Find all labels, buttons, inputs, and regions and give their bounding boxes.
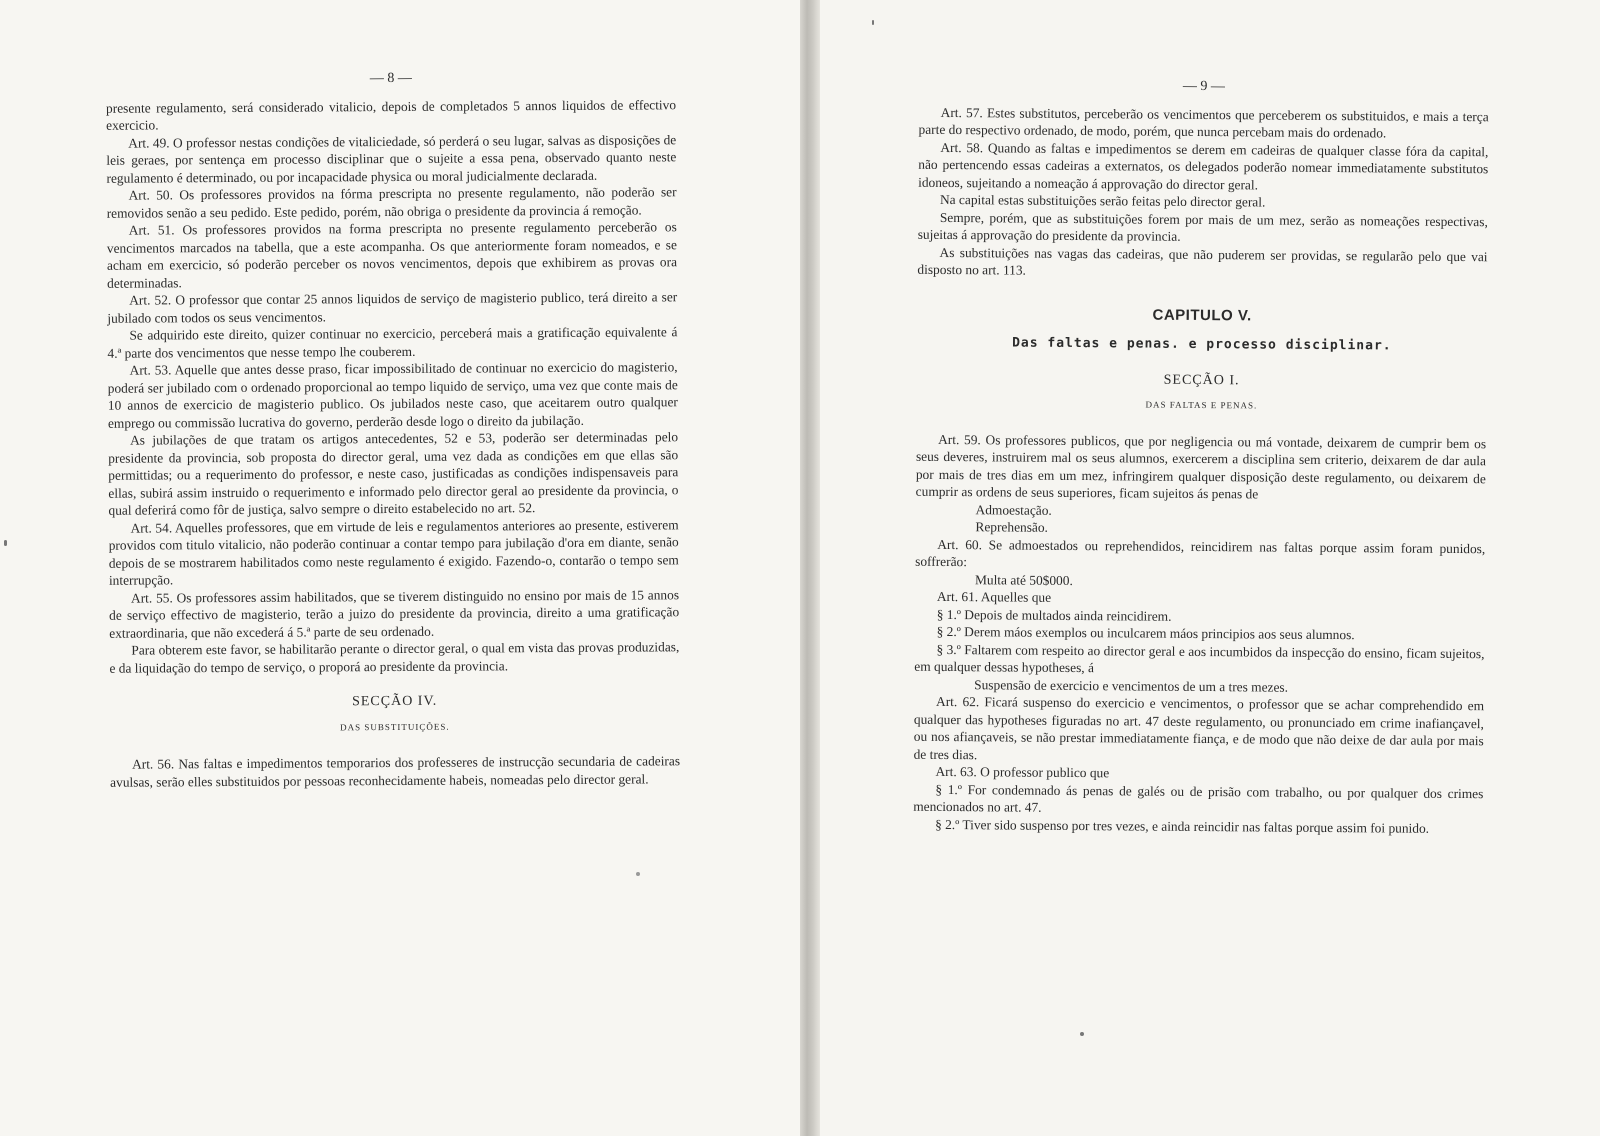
paragraph: Art. 50. Os professores providos na fórma prescripta no presente regulamento, não poderão ser removidos senão a seu pedido. Este pedido, porém, não obriga o presidente da provincia á remoção. (106, 184, 677, 221)
paragraph: Admoestação. (975, 501, 1052, 518)
paragraph: § 1.º For condemnado ás penas de galés ou de prisão com trabalho, ou por qualquer dos crimes mencionados no art. 47. (913, 781, 1484, 815)
paragraph: § 3.º Faltarem com respeito ao director geral e aos incumbidos da inspecção do ensino, ficam sujeitos, em qualquer dessas hypotheses, á (914, 641, 1485, 676)
page-speck (636, 872, 640, 876)
paragraph: Art. 58. Quando as faltas e impedimentos se derem em cadeiras de qualquer classe fóra da capital, não pertencendo essas cadeiras a externatos, os delegados poderão nomear immediatamente substitutos idoneos, sujeitando a nomeação á approvação do director geral. (918, 139, 1489, 192)
paragraph: Art. 60. Se admoestados ou reprehendidos, reincidirem nas faltas porque assim foram punidos, soffrerão: (915, 536, 1486, 570)
paragraph: presente regulamento, será considerado vitalicio, depois de completados 5 annos liquidos de effectivo exercicio. (105, 96, 677, 133)
paragraph: Suspensão de exercicio e vencimentos de um a tres mezes. (974, 676, 1289, 695)
paragraph: Art. 54. Aquelles professores, que em virtude de leis e regulamentos anteriores ao presente, estiverem providos com titulo vitalicio, não poderão continuar a contar tempo para jubilação d'ora em diante, senão depois de se mostrarem habilitados como neste regulamento é exigido. Fazendo-o, contarão o tempo sem interrupção. (108, 516, 679, 588)
right-articles (913, 430, 1486, 837)
left-page-content (106, 68, 680, 790)
chapter-title: CAPITULO V. (1152, 306, 1252, 324)
section-title: SECÇÃO IV. (352, 693, 438, 710)
paragraph: Se adquirido este direito, quizer continuar no exercicio, perceberá mais a gratificação equivalente á 4.ª parte dos vencimentos que nesse tempo lhe couberem. (107, 324, 678, 361)
paragraph: Art. 56. Nas faltas e impedimentos temporarios dos professeres de instrucção secundaria de cadeiras avulsas, serão elles substituidos por pessoas reconhecidamente habeis, nomeadas pelo director geral. (110, 753, 681, 790)
page-number: — 9 — (1182, 78, 1225, 95)
paragraph: Na capital estas substituições serão feitas pelo director geral. (939, 191, 1266, 210)
paragraph: Art. 62. Ficará suspenso do exercicio e vencimentos, o professor que se achar comprehendido em qualquer das hypotheses figuradas no art. 47 deste regulamento, ou pronunciado em crime inafiançavel, ou nos afiançaveis, se não prestar immediatamente fiança, e de modo que não deixe de dar aula por mais de tres dias. (913, 693, 1485, 762)
paragraph: Art. 55. Os professores assim habilitados, que se tiverem distinguido no ensino por mais de 15 annos de serviço effectivo de magisterio, terão a juizo do presidente da provincia, direito a uma gratificação extraordinaria, que não excederá á 5.ª parte de seu ordenado. (109, 586, 680, 641)
page-number: — 8 — (369, 70, 412, 87)
paragraph: Art. 52. O professor que contar 25 annos liquidos de serviço de magisterio publico, terá direito a ser jubilado com todos os seus vencimentos. (107, 289, 678, 326)
page-speck (1080, 1032, 1084, 1036)
section-subtitle: DAS FALTAS E PENAS. (1145, 399, 1258, 411)
section-subtitle: DAS SUBSTITUIÇÕES. (340, 721, 450, 732)
right-page-content (913, 76, 1489, 837)
right-paragraphs (917, 103, 1488, 282)
page-speck (872, 20, 874, 25)
paragraph: Reprehensão. (975, 519, 1049, 535)
page-speck (4, 540, 7, 546)
paragraph: Art. 63. O professor publico que (935, 763, 1110, 781)
left-paragraphs (106, 96, 680, 677)
paragraph: Para obterem este favor, se habilitarão perante o director geral, o qual em vista das provas produzidas, e da liquidação do tempo de serviço, o proporá ao presidente da provincia. (109, 639, 680, 676)
paragraph: Multa até 50$000. (974, 571, 1073, 588)
right-page (820, 0, 1600, 1136)
paragraph: § 2.º Tiver sido suspenso por tres vezes, e ainda reincidir nas faltas porque assim foi punido. (935, 816, 1430, 836)
paragraph: Art. 57. Estes substitutos, perceberão os vencimentos que perceberem os substituidos, e mais a terça parte do respectivo ordenado, de modo, porém, que nunca percebam mais do ordenado. (918, 104, 1489, 141)
paragraph: Art. 49. O professor nestas condições de vitaliciedade, só perderá o seu lugar, salvas as disposições de leis geraes, por sentença em processo disciplinar que o sujeite a essa pena, observado quanto neste regulamento é determinado, ou por incapacidade physica ou moral judicialmente declarada. (106, 131, 677, 186)
paragraph: § 2.º Derem máos exemplos ou inculcarem máos principios aos seus alumnos. (936, 623, 1355, 643)
paragraph: Art. 53. Aquelle que antes desse praso, ficar impossibilitado de continuar no exercicio do magisterio, poderá ser jubilado com o ordenado proporcional ao tempo liquido de serviço, uma vez que conte mais de 10 annos de exercicio de magisterio publico. Os jubilados neste caso, que aceitarem outro qualquer emprego ou commissão lucrativa do governo, perderão desde logo o direito da jubilação. (107, 359, 678, 431)
section-title: SECÇÃO I. (1163, 372, 1240, 388)
paragraph: § 1.º Depois de multados ainda reincidirem. (936, 606, 1172, 624)
book-gutter (800, 0, 820, 1136)
paragraph: Sempre, porém, que as substituições forem por mais de um mez, serão as nomeações respectivas, sujeitas á approvação do presidente da provincia. (917, 209, 1488, 244)
paragraph: As jubilações de que tratam os artigos antecedentes, 52 e 53, poderão ser determinadas pelo presidente da provincia, sob proposta do director geral, uma vez dada as condições em que ellas são permittidas; ou a requerimento do professor, e neste caso, justificadas as condições indispensaveis para ellas, subirá assim instruido o requerimento e informado pelo director geral ao presidente da provincia, o qual deferirá como fôr de justiça, salvo sempre o direito estabelecido no art. 52. (108, 429, 679, 518)
paragraph: As substituições nas vagas das cadeiras, que não puderem ser providas, se regularão pelo que vai disposto no art. 113. (917, 244, 1488, 278)
paragraph: Art. 59. Os professores publicos, que por negligencia ou má vontade, deixarem de cumprir bem os seus deveres, instruirem mal os seus alumnos, exercerem a disciplina sem criterio, deixarem de dar aula por mais de tres dias em um mez, infringirem qualquer disposição deste regulamento, ou deixarem de cumprir as ordens de seus superiores, ficam sujeitos ás penas de (915, 431, 1487, 502)
chapter-subtitle: Das faltas e penas. e processo disciplinar. (1012, 335, 1392, 354)
paragraph: Art. 61. Aquelles que (936, 588, 1052, 605)
paragraph: Art. 51. Os professores providos na forma prescripta no presente regulamento perceberão os vencimentos marcados na tabella, que a este acompanha. Os que anteriormente foram nomeados, e se acham em exercicio, só poderão perceber os novos vencimentos, depois que exhibirem as provas ora determinadas. (106, 219, 678, 291)
